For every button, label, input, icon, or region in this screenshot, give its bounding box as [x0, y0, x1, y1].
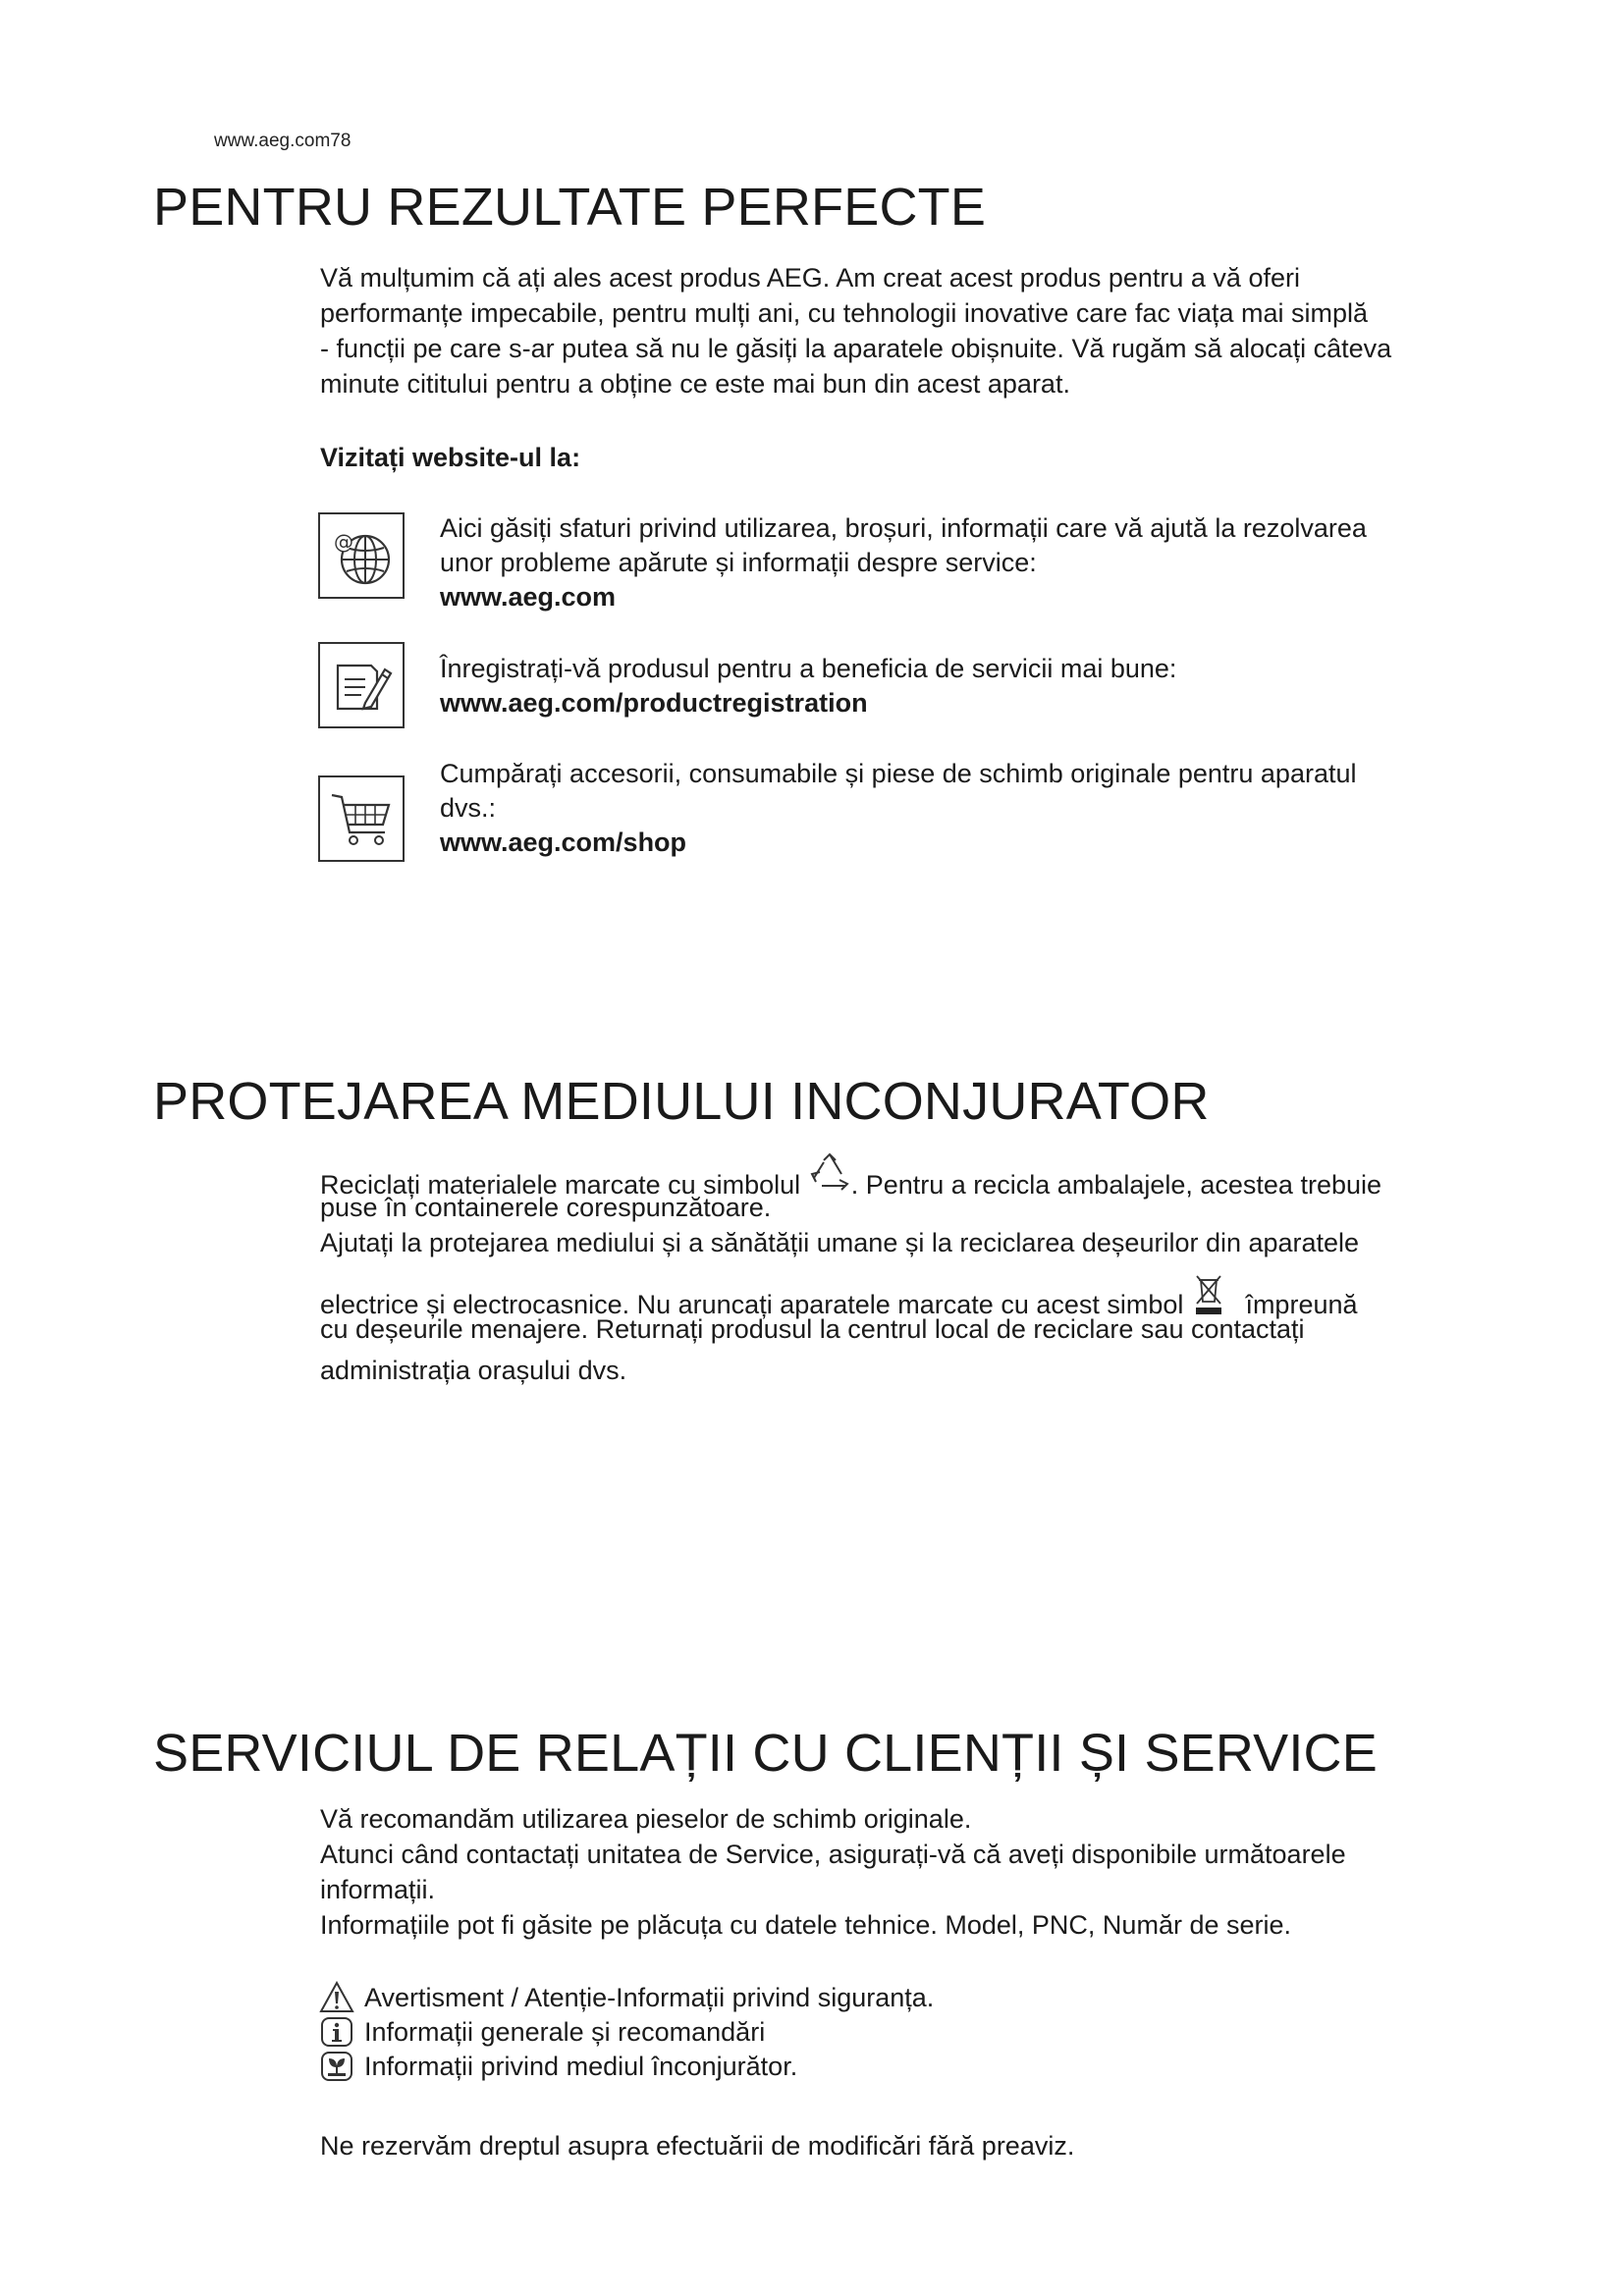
- service-line: Informațiile pot fi găsite pe plăcuța cu datele tehnice. Model, PNC, Număr de serie.: [320, 1910, 1292, 1940]
- legend-text: Informații privind mediul înconjurător.: [364, 2052, 798, 2081]
- intro-line: - funcții pe care s-ar putea să nu le găsiți la aparatele obișnuite. Vă rugăm să alocați câteva: [320, 334, 1392, 363]
- link-description-line: Înregistrați-vă produsul pentru a beneficia de servicii mai bune:: [440, 654, 1177, 683]
- intro-line: performanțe impecabile, pentru mulți ani, cu tehnologii inovative care fac viața mai simplă: [320, 298, 1369, 328]
- service-line: informații.: [320, 1875, 436, 1904]
- section-title-perfect-results: PENTRU REZULTATE PERFECTE: [153, 178, 987, 237]
- service-paragraph: [320, 1801, 1547, 1943]
- legend-text: Informații generale și recomandări: [364, 2017, 766, 2047]
- info-icon: [319, 2015, 354, 2049]
- shop-link[interactable]: www.aeg.com/shop: [440, 828, 687, 857]
- environment-line-text: împreună: [1245, 1290, 1358, 1319]
- environment-line: [320, 1274, 1547, 1319]
- environment-line: [320, 1150, 1547, 1200]
- section-title-environment: PROTEJAREA MEDIULUI INCONJURATOR: [153, 1072, 1210, 1131]
- section-title-customer-service: SERVICIUL DE RELAȚII CU CLIENȚII ȘI SERVICE: [153, 1724, 1378, 1783]
- warning-triangle-icon: [319, 1981, 354, 2014]
- link-description-line: dvs.:: [440, 793, 497, 823]
- service-line: Atunci când contactați unitatea de Service, asigurați-vă că aveți disponibile următoarele: [320, 1840, 1346, 1869]
- legend-item-environment: [319, 2050, 797, 2083]
- visit-website-label: Vizitați website-ul la:: [320, 443, 581, 472]
- link-description-line: Cumpărați accesorii, consumabile și piese de schimb originale pentru aparatul: [440, 759, 1357, 788]
- svg-text:@: @: [334, 530, 353, 554]
- environment-icon: [319, 2050, 354, 2083]
- recycle-icon: [808, 1150, 851, 1194]
- environment-paragraph: [320, 1150, 1547, 1388]
- environment-line: cu deșeurile menajere. Returnați produsul la centrul local de reciclare sau contactați: [320, 1314, 1305, 1344]
- register-document-icon: [318, 642, 405, 728]
- environment-line: Ajutați la protejarea mediului și a sănătății umane și la reciclarea deșeurilor din aparatele: [320, 1228, 1360, 1257]
- link-description-line: Aici găsiți sfaturi privind utilizarea, broșuri, informații care vă ajută la rezolvarea: [440, 513, 1367, 543]
- link-description-line: unor probleme apărute și informații despre service:: [440, 548, 1037, 577]
- legend-item-warning: [319, 1981, 934, 2014]
- legend-text: Avertisment / Atenție-Informații privind siguranța.: [364, 1983, 935, 2012]
- globe-at-icon: [318, 512, 405, 599]
- shopping-cart-icon: [318, 775, 405, 862]
- environment-line: administrația orașului dvs.: [320, 1356, 627, 1385]
- environment-line-text: Reciclați materialele marcate cu simbolul: [320, 1170, 801, 1200]
- link-item-website: [440, 511, 1569, 614]
- intro-paragraph: [320, 260, 1547, 401]
- intro-line: Vă mulțumim că ați ales acest produs AEG. Am creat acest produs pentru a vă oferi: [320, 263, 1300, 293]
- environment-line: puse în containerele corespunzătoare.: [320, 1193, 772, 1222]
- link-item-shop: [440, 757, 1569, 860]
- link-item-registration: [440, 652, 1569, 721]
- environment-line-text: electrice și electrocasnice. Nu aruncați aparatele marcate cu acest simbol: [320, 1290, 1184, 1319]
- product-registration-link[interactable]: www.aeg.com/productregistration: [440, 688, 868, 718]
- website-link[interactable]: www.aeg.com: [440, 582, 617, 612]
- page-header-url: www.aeg.com78: [214, 131, 352, 151]
- service-line: Vă recomandăm utilizarea pieselor de schimb originale.: [320, 1804, 972, 1834]
- intro-line: minute cititului pentru a obține ce este mai bun din acest aparat.: [320, 369, 1070, 399]
- environment-line-text: . Pentru a recicla ambalajele, acestea trebuie: [850, 1170, 1382, 1200]
- legend-item-info: [319, 2015, 765, 2049]
- footer-note: Ne rezervăm dreptul asupra efectuării de modificări fără preaviz.: [320, 2131, 1075, 2161]
